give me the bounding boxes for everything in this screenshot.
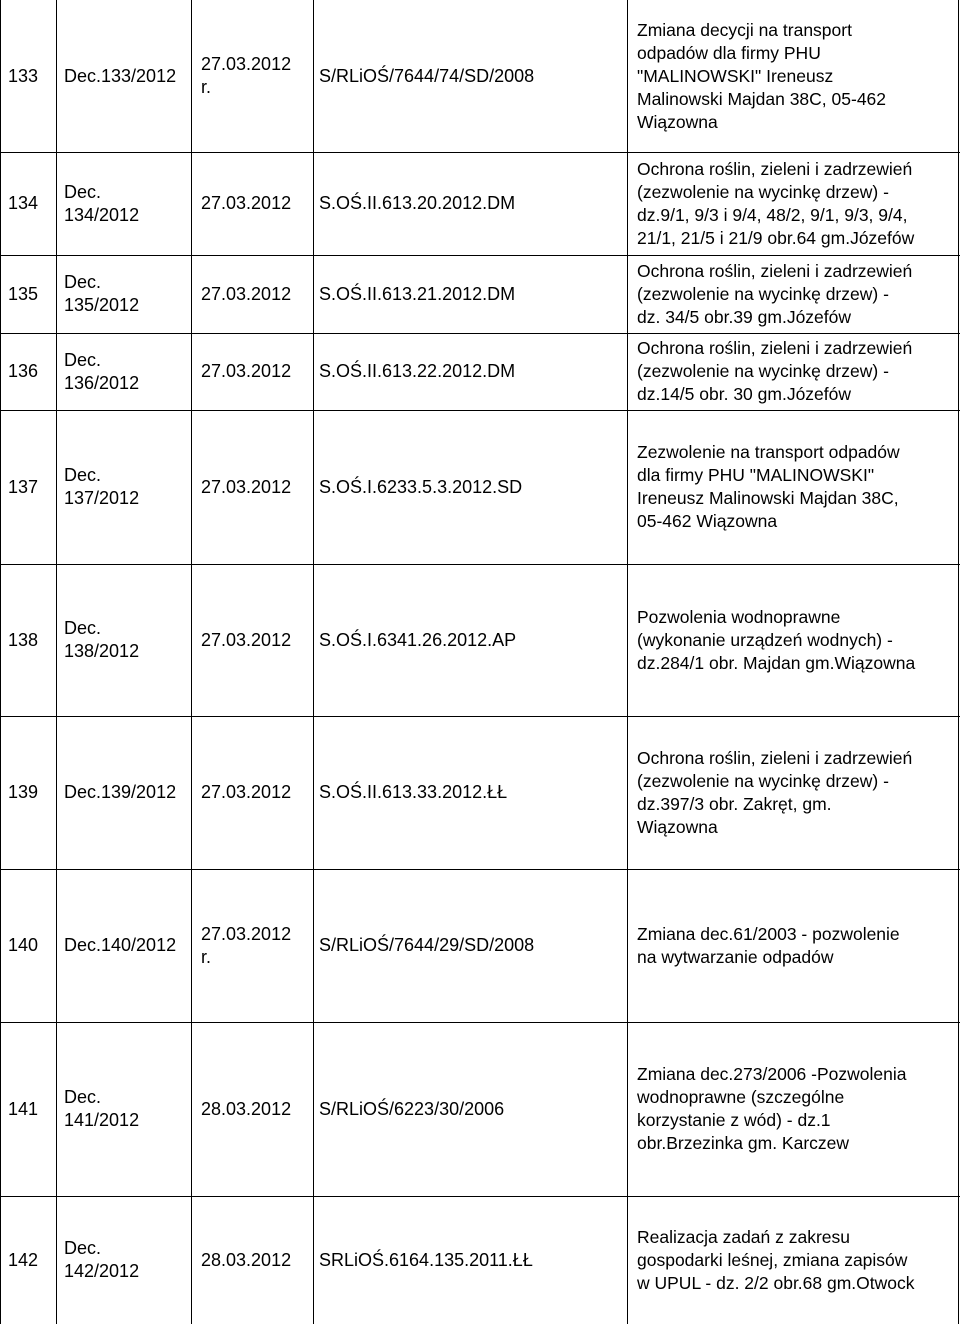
case-reference: S.OŚ.II.613.21.2012.DM <box>319 283 516 304</box>
decision-description: Ochrona roślin, zieleni i zadrzewień (zezwolenie na wycinkę drzew) - dz. 34/5 obr.39 gm.Józefów <box>637 260 913 327</box>
case-reference: S/RLiOŚ/6223/30/2006 <box>319 1098 505 1119</box>
row-number: 133 <box>8 65 39 86</box>
decision-date: 28.03.2012 <box>201 1098 292 1119</box>
decision-date: 27.03.2012 <box>201 782 292 802</box>
decision-description: Zmiana decycji na transport odpadów dla firmy PHU "MALINOWSKI" Ireneusz Malinowski Majdan 38C, 05-462 Wiązowna <box>637 19 887 132</box>
row-number: 140 <box>8 935 39 955</box>
case-reference: S.OŚ.I.6233.5.3.2012.SD <box>319 476 523 497</box>
column-divider <box>56 0 57 1324</box>
case-reference: S.OŚ.II.613.22.2012.DM <box>319 361 516 381</box>
decision-date: 27.03.2012 <box>201 193 292 213</box>
decision-description: Zezwolenie na transport odpadów dla firmy PHU "MALINOWSKI" Ireneusz Malinowski Majdan 38C, 05-462 Wiązowna <box>637 442 900 531</box>
column-divider <box>313 0 314 1324</box>
case-reference: S/RLiOŚ/7644/29/SD/2008 <box>319 935 535 955</box>
column-divider <box>0 0 1 1324</box>
decision-date: 27.03.2012 <box>201 476 292 497</box>
row-number: 139 <box>8 782 39 802</box>
case-reference: S.OŚ.II.613.20.2012.DM <box>319 193 516 213</box>
decision-description: Pozwolenia wodnoprawne (wykonanie urządzeń wodnych) - dz.284/1 obr. Majdan gm.Wiązowna <box>637 606 916 673</box>
decision-date: 27.03.2012 r. <box>201 54 292 97</box>
row-number: 137 <box>8 476 39 497</box>
decision-description: Ochrona roślin, zieleni i zadrzewień (zezwolenie na wycinkę drzew) - dz.397/3 obr. Zakręt, gm. Wiązowna <box>637 747 913 837</box>
decision-number: Dec. 136/2012 <box>64 349 140 393</box>
column-divider <box>627 0 628 1324</box>
row-number: 136 <box>8 361 39 381</box>
decision-date: 27.03.2012 <box>201 361 292 381</box>
row-number: 142 <box>8 1249 39 1270</box>
decision-date: 27.03.2012 <box>201 629 292 650</box>
row-number: 135 <box>8 283 39 304</box>
decision-description: Ochrona roślin, zieleni i zadrzewień (zezwolenie na wycinkę drzew) - dz.14/5 obr. 30 gm.Józefów <box>637 338 913 404</box>
column-divider <box>191 0 192 1324</box>
column-divider <box>958 0 959 1324</box>
row-number: 138 <box>8 629 39 650</box>
decision-number: Dec. 138/2012 <box>64 618 140 661</box>
decision-number: Dec. 134/2012 <box>64 181 140 225</box>
decision-number: Dec.139/2012 <box>64 782 177 802</box>
decision-date: 27.03.2012 <box>201 283 292 304</box>
decision-number: Dec. 135/2012 <box>64 272 140 315</box>
row-number: 134 <box>8 193 39 213</box>
case-reference: S/RLiOŚ/7644/74/SD/2008 <box>319 65 535 86</box>
decision-description: Ochrona roślin, zieleni i zadrzewień (zezwolenie na wycinkę drzew) - dz.9/1, 9/3 i 9/4, 48/2, 9/1, 9/3, 9/4, 21/1, 21/5 i 21/9 obr.64 gm.Józefów <box>637 158 915 248</box>
decision-number: Dec.133/2012 <box>64 65 177 86</box>
decision-number: Dec.140/2012 <box>64 935 177 955</box>
decision-date: 27.03.2012 r. <box>201 923 292 967</box>
row-number: 141 <box>8 1098 39 1119</box>
decision-description: Zmiana dec.273/2006 -Pozwolenia wodnoprawne (szczególne korzystanie z wód) - dz.1 obr.Brzezinka gm. Karczew <box>637 1064 907 1153</box>
decision-number: Dec. 137/2012 <box>64 465 140 508</box>
case-reference: S.OŚ.I.6341.26.2012.AP <box>319 629 517 650</box>
decision-description: Realizacja zadań z zakresu gospodarki leśnej, zmiana zapisów w UPUL - dz. 2/2 obr.68 gm.Otwock <box>637 1226 915 1293</box>
case-reference: SRLiOŚ.6164.135.2011.ŁŁ <box>319 1249 533 1270</box>
decision-number: Dec. 141/2012 <box>64 1087 140 1130</box>
decision-date: 28.03.2012 <box>201 1249 292 1270</box>
decision-description: Zmiana dec.61/2003 - pozwolenie na wytwarzanie odpadów <box>637 923 900 967</box>
decision-number: Dec. 142/2012 <box>64 1238 140 1281</box>
case-reference: S.OŚ.II.613.33.2012.ŁŁ <box>319 782 508 802</box>
